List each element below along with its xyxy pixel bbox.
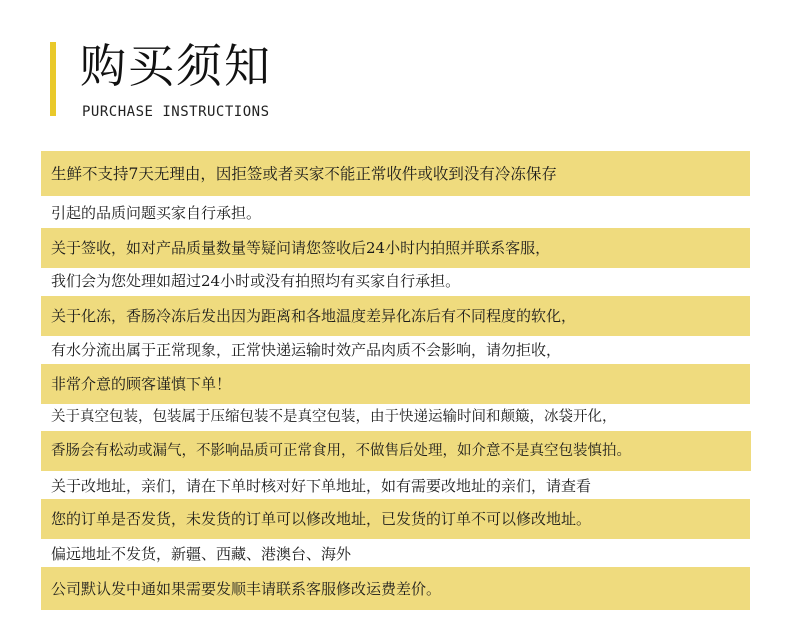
instruction-line: 关于化冻，香肠冷冻后发出因为距离和各地温度差异化冻后有不同程度的软化， — [41, 296, 750, 336]
instruction-line: 您的订单是否发货，未发货的订单可以修改地址，已发货的订单不可以修改地址。 — [41, 499, 750, 539]
instruction-line: 偏远地址不发货，新疆、西藏、港澳台、海外 — [41, 541, 750, 567]
instruction-line: 关于真空包装，包装属于压缩包装不是真空包装，由于快递运输时间和颠簸，冰袋开化， — [41, 404, 750, 430]
instruction-line: 非常介意的顾客谨慎下单！ — [41, 364, 750, 404]
instruction-line: 公司默认发中通如果需要发顺丰请联系客服修改运费差价。 — [41, 567, 750, 610]
instruction-line: 我们会为您处理如超过24小时或没有拍照均有买家自行承担。 — [41, 268, 750, 294]
page-subtitle: PURCHASE INSTRUCTIONS — [82, 104, 270, 120]
instruction-line: 引起的品质问题买家自行承担。 — [41, 200, 750, 226]
instruction-line: 关于改地址，亲们，请在下单时核对好下单地址，如有需要改地址的亲们，请查看 — [41, 473, 750, 499]
instruction-line: 有水分流出属于正常现象，正常快递运输时效产品肉质不会影响，请勿拒收， — [41, 337, 750, 363]
instruction-line: 香肠会有松动或漏气，不影响品质可正常食用，不做售后处理，如介意不是真空包装慎拍。 — [41, 431, 751, 471]
instruction-line: 生鲜不支持7天无理由，因拒签或者买家不能正常收件或收到没有冷冻保存 — [41, 151, 750, 196]
page-title: 购买须知 — [80, 39, 272, 93]
instruction-line: 关于签收，如对产品质量数量等疑问请您签收后24小时内拍照并联系客服， — [41, 228, 750, 268]
